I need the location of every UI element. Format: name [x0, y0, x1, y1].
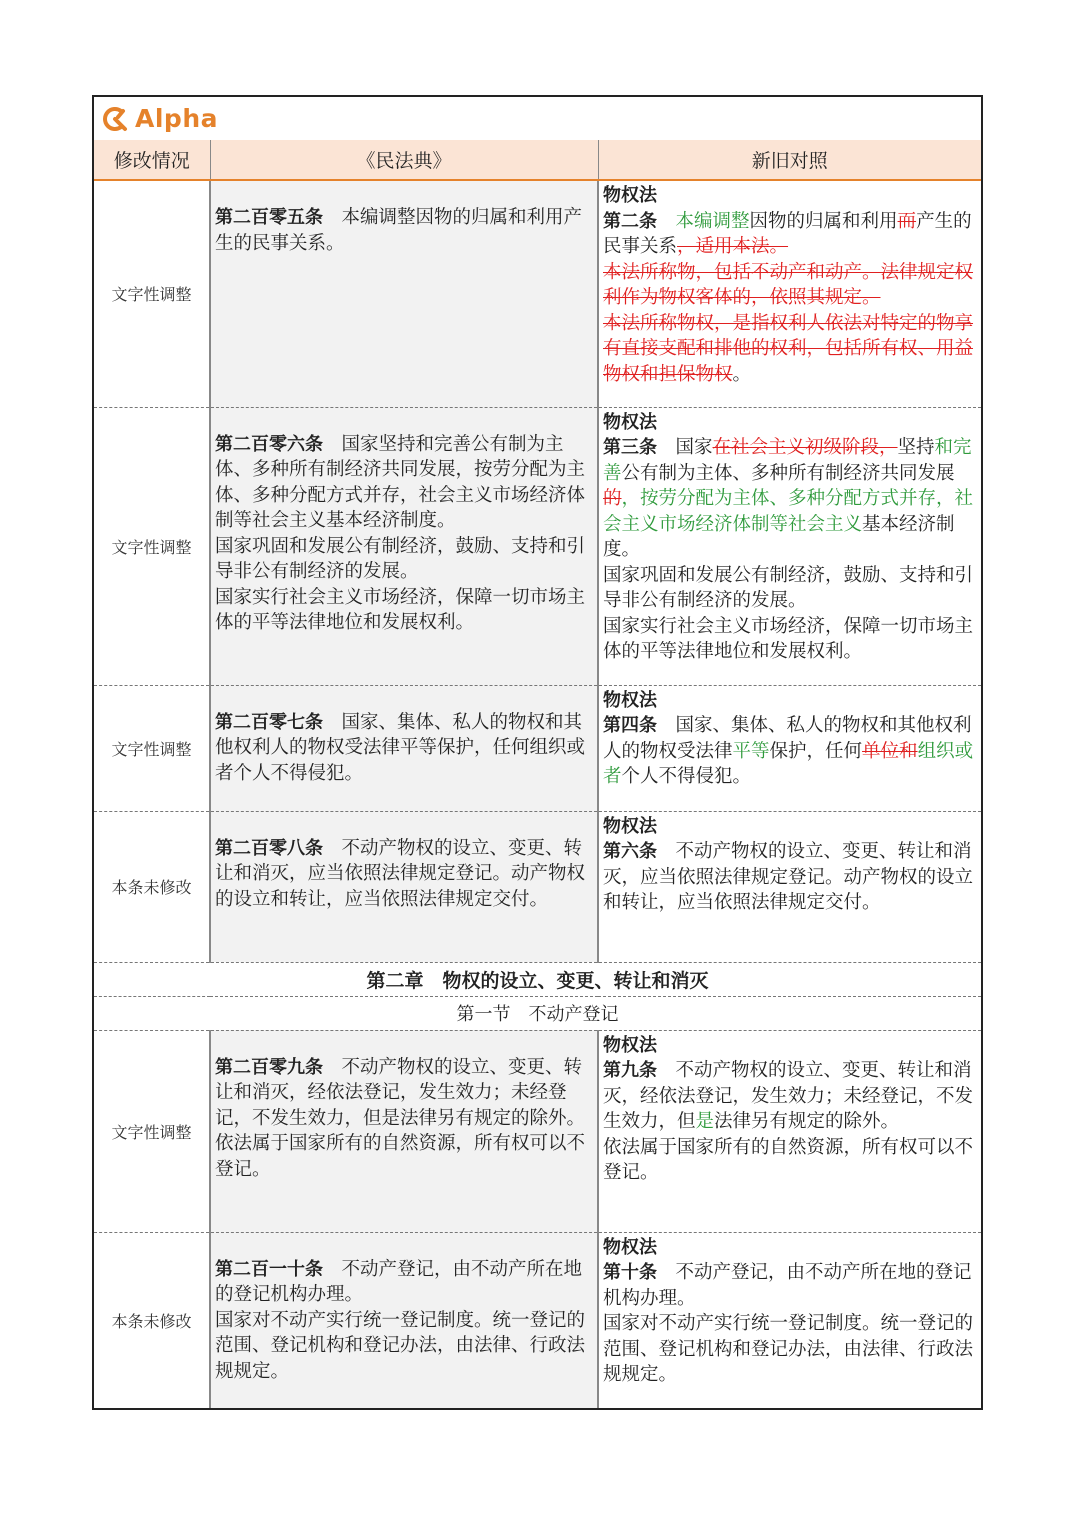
old-law-name: 物权法 — [603, 185, 657, 206]
comparison-paragraph — [603, 563, 978, 614]
unchanged-text: 不动产物权的设立、变更、转让和消灭，应当依照法律规定登记。动产物权的设立和转让，应当依照法律规定交付。 — [603, 841, 974, 913]
civil-code-text: 不动产登记，由不动产所在地的登记机构办理。 — [215, 1258, 583, 1305]
civil-code-text: 国家坚持和完善公有制为主体、多种所有制经济共同发展，按劳分配为主体、多种分配方式并存，社会主义市场经济体制等社会主义基本经济制度。 — [215, 433, 586, 531]
change-status: 文字性调整 — [94, 685, 210, 811]
comparison-paragraph — [603, 1135, 978, 1186]
table-row — [94, 180, 981, 407]
civil-code-text: 国家、集体、私人的物权和其他权利人的物权受法律平等保护，任何组织或者个人不得侵犯。 — [215, 711, 586, 784]
old-article-number: 第六条 — [603, 841, 657, 862]
unchanged-text: 产生的民事关系 — [603, 210, 972, 257]
unchanged-text: 坚持 — [897, 437, 935, 458]
deleted-text: 本法所称物，包括不动产和动产。法律规定权利作为物权客体的，依照其规定。 — [603, 261, 974, 308]
added-text: 是 — [695, 1111, 715, 1132]
civil-code-text: 依法属于国家所有的自然资源，所有权可以不登记。 — [215, 1133, 586, 1180]
old-law-comparison — [598, 407, 981, 685]
civil-code-article-number: 第二百一十条 — [215, 1258, 323, 1280]
unchanged-text: 公有制为主体、多种所有制经济共同发展 — [621, 462, 955, 484]
unchanged-text: 保护，任何 — [769, 740, 863, 762]
old-law-comparison — [598, 1030, 981, 1232]
added-text: 平等 — [732, 740, 770, 762]
civil-code-article — [210, 1030, 598, 1232]
comparison-paragraph — [603, 1260, 978, 1311]
alpha-logo-icon — [101, 105, 129, 133]
deleted-text: 本法所称物权，是指权利人依法对特定的物享有直接支配和排他的权利，包括所有权、用益物权和担保物权 — [603, 312, 974, 385]
comparison-paragraph — [603, 209, 978, 260]
deleted-text: ，适用本法。 — [677, 236, 789, 257]
old-article-number: 第九条 — [603, 1060, 657, 1081]
civil-code-paragraph — [215, 1257, 594, 1308]
civil-code-article — [210, 685, 598, 811]
table-row — [94, 1030, 981, 1232]
civil-code-article-number: 第二百零九条 — [215, 1056, 323, 1078]
civil-code-text: 本编调整因物的归属和利用产生的民事关系。 — [215, 207, 583, 254]
table-body — [94, 180, 981, 1408]
civil-code-text: 国家实行社会主义市场经济，保障一切市场主体的平等法律地位和发展权利。 — [215, 586, 586, 633]
civil-code-text: 不动产物权的设立、变更、转让和消灭，应当依照法律规定登记。动产物权的设立和转让，应当依照法律规定交付。 — [215, 837, 586, 910]
header-civil-code: 《民法典》 — [210, 140, 598, 180]
unchanged-text: 国家、集体、私人的物权和其他权利人的物权受法律 — [603, 715, 972, 762]
comparison-paragraph — [603, 1058, 978, 1135]
added-text: 本编调整 — [675, 210, 750, 232]
old-article-number: 第四条 — [603, 715, 657, 736]
civil-code-article-number: 第二百零七条 — [215, 711, 323, 733]
brand-name: Alpha — [135, 104, 218, 133]
table-row — [94, 1232, 981, 1408]
civil-code-text: 不动产物权的设立、变更、转让和消灭，经依法登记，发生效力；未经登记，不发生效力，但是法律另有规定的除外。 — [215, 1056, 586, 1129]
change-status: 本条未修改 — [94, 811, 210, 962]
chapter-title: 第二章 物权的设立、变更、转让和消灭 — [94, 962, 981, 996]
deleted-text: 而 — [897, 210, 917, 232]
old-article-number: 第十条 — [603, 1262, 657, 1283]
unchanged-text: 因物的归属和利用 — [749, 210, 898, 232]
table-row — [94, 685, 981, 811]
table-header-row — [94, 140, 981, 180]
comparison-paragraph — [603, 713, 978, 790]
old-law-comparison — [598, 685, 981, 811]
unchanged-text: 基本经济制度。 — [603, 513, 955, 560]
old-law-name: 物权法 — [603, 689, 657, 711]
old-law-name: 物权法 — [603, 815, 657, 837]
civil-code-article — [210, 811, 598, 962]
comparison-table — [94, 140, 981, 1408]
civil-code-paragraph — [215, 1308, 594, 1385]
old-law-name: 物权法 — [603, 411, 657, 433]
unchanged-text: 。 — [732, 363, 752, 385]
civil-code-article — [210, 1232, 598, 1408]
header-comparison: 新旧对照 — [598, 140, 981, 180]
old-law-comparison — [598, 811, 981, 962]
comparison-paragraph — [603, 435, 978, 563]
section-title: 第一节 不动产登记 — [94, 996, 981, 1030]
unchanged-text: 国家巩固和发展公有制经济，鼓励、支持和引导非公有制经济的发展。 — [603, 564, 974, 611]
old-article-number: 第二条 — [603, 210, 657, 232]
unchanged-text: 个人不得侵犯。 — [621, 766, 752, 787]
old-law-name: 物权法 — [603, 1236, 657, 1258]
civil-code-paragraph — [215, 534, 594, 585]
chapter-heading-row — [94, 962, 981, 996]
civil-code-paragraph — [215, 710, 594, 787]
added-text: ，按劳分配为主体、多种分配方式并存，社会主义市场经济体制等社会主义 — [603, 488, 974, 535]
unchanged-text: 法律另有规定的除外。 — [714, 1111, 900, 1132]
section-heading-row — [94, 996, 981, 1030]
comparison-document — [92, 95, 983, 1410]
change-status: 本条未修改 — [94, 1232, 210, 1408]
old-law-comparison — [598, 180, 981, 407]
civil-code-article-number: 第二百零五条 — [215, 207, 323, 228]
civil-code-article — [210, 180, 598, 407]
comparison-paragraph — [603, 614, 978, 665]
added-text: 和完善 — [603, 437, 972, 484]
comparison-paragraph — [603, 839, 978, 916]
comparison-paragraph — [603, 260, 978, 311]
unchanged-text: 国家 — [657, 437, 713, 458]
civil-code-article — [210, 407, 598, 685]
unchanged-text: 依法属于国家所有的自然资源，所有权可以不登记。 — [603, 1136, 974, 1183]
civil-code-article-number: 第二百零六条 — [215, 433, 323, 455]
civil-code-text: 国家对不动产实行统一登记制度。统一登记的范围、登记机构和登记办法，由法律、行政法规规定。 — [215, 1309, 586, 1382]
civil-code-paragraph — [215, 836, 594, 913]
civil-code-article-number: 第二百零八条 — [215, 837, 323, 859]
civil-code-paragraph — [215, 585, 594, 636]
table-row — [94, 407, 981, 685]
comparison-paragraph — [603, 311, 978, 388]
civil-code-paragraph — [215, 432, 594, 534]
unchanged-text: 国家对不动产实行统一登记制度。统一登记的范围、登记机构和登记办法，由法律、行政法规规定。 — [603, 1313, 974, 1385]
unchanged-text: 国家实行社会主义市场经济，保障一切市场主体的平等法律地位和发展权利。 — [603, 615, 974, 662]
change-status: 文字性调整 — [94, 1030, 210, 1232]
change-status: 文字性调整 — [111, 285, 192, 305]
change-status: 文字性调整 — [94, 407, 210, 685]
civil-code-text: 国家巩固和发展公有制经济，鼓励、支持和引导非公有制经济的发展。 — [215, 535, 586, 582]
civil-code-paragraph — [215, 1055, 594, 1132]
unchanged-text: 不动产物权的设立、变更、转让和消灭，经依法登记，发生效力；未经登记，不发生效力，但 — [603, 1060, 974, 1132]
unchanged-text — [657, 211, 676, 232]
comparison-paragraph — [603, 1311, 978, 1388]
header-status: 修改情况 — [94, 140, 210, 180]
old-article-number: 第三条 — [603, 437, 657, 458]
deleted-text: 在社会主义初级阶段， — [712, 437, 898, 458]
unchanged-text: 不动产登记，由不动产所在地的登记机构办理。 — [603, 1262, 972, 1309]
old-law-comparison — [598, 1232, 981, 1408]
deleted-text: 单位和 — [862, 740, 918, 762]
civil-code-paragraph — [215, 205, 594, 256]
brand-header — [94, 97, 981, 141]
added-text: 组织或者 — [603, 740, 974, 787]
old-law-name: 物权法 — [603, 1034, 657, 1056]
table-row — [94, 811, 981, 962]
deleted-text: 的 — [603, 488, 622, 509]
civil-code-paragraph — [215, 1131, 594, 1182]
